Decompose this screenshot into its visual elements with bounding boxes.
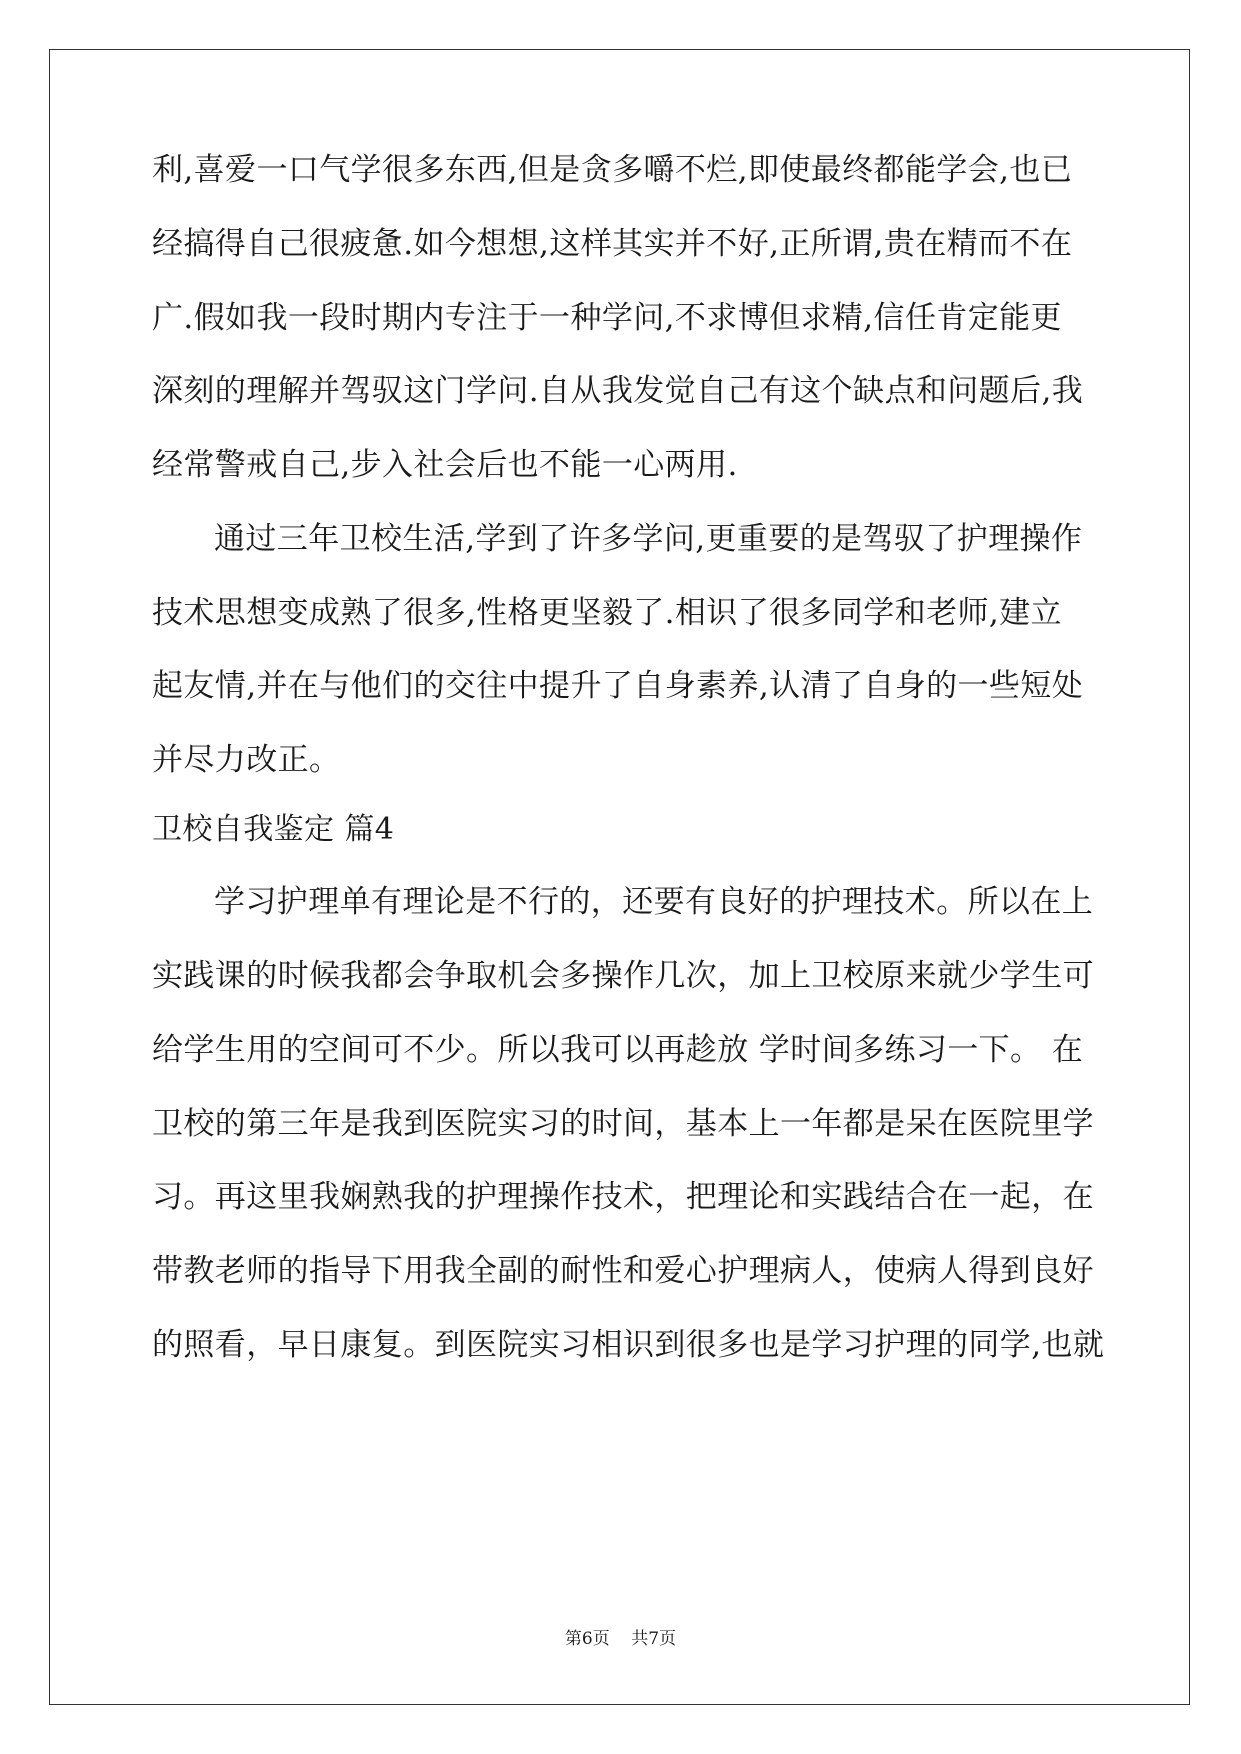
text-line: 技术思想变成熟了很多,性格更坚毅了.相识了很多同学和老师,建立 [152, 595, 1062, 631]
text-line: 经常警戒自己,步入社会后也不能一心两用. [152, 447, 738, 483]
text-line: 利,喜爱一口气学很多东西,但是贪多嚼不烂,即使最终都能学会,也已 [152, 152, 1073, 188]
text-line: 广.假如我一段时期内专注于一种学问,不求博但求精,信任肯定能更 [152, 300, 1062, 336]
text-line: 起友情,并在与他们的交往中提升了自身素养,认清了自身的一些短处 [152, 668, 1084, 704]
text-line: 经搞得自己很疲惫.如今想想,这样其实并不好,正所谓,贵在精而不在 [152, 226, 1073, 262]
text-line: 给学生用的空间可不少。所以我可以再趁放 学时间多练习一下。 在 [152, 1032, 1084, 1068]
text-line: 深刻的理解并驾驭这门学问.自从我发觉自己有这个缺点和问题后,我 [152, 373, 1084, 409]
text-line: 习。再这里我娴熟我的护理操作技术，把理论和实践结合在一起，在 [152, 1179, 1094, 1215]
section-heading: 卫校自我鉴定 篇4 [152, 812, 395, 847]
paragraph-first-line: 学习护理单有理论是不行的，还要有良好的护理技术。所以在上 [214, 884, 1094, 920]
text-line: 的照看，早日康复。到医院实习相识到很多也是学习护理的同学,也就 [152, 1327, 1105, 1363]
page-number-footer: 第6页 共7页 [564, 1629, 677, 1649]
text-line: 卫校的第三年是我到医院实习的时间，基本上一年都是呆在医院里学 [152, 1106, 1094, 1142]
text-line: 实践课的时候我都会争取机会多操作几次，加上卫校原来就少学生可 [152, 958, 1094, 994]
paragraph-first-line: 通过三年卫校生活,学到了许多学问,更重要的是驾驭了护理操作 [214, 521, 1083, 557]
text-line: 带教老师的指导下用我全副的耐性和爱心护理病人，使病人得到良好 [152, 1253, 1094, 1289]
text-line: 并尽力改正。 [152, 742, 341, 778]
